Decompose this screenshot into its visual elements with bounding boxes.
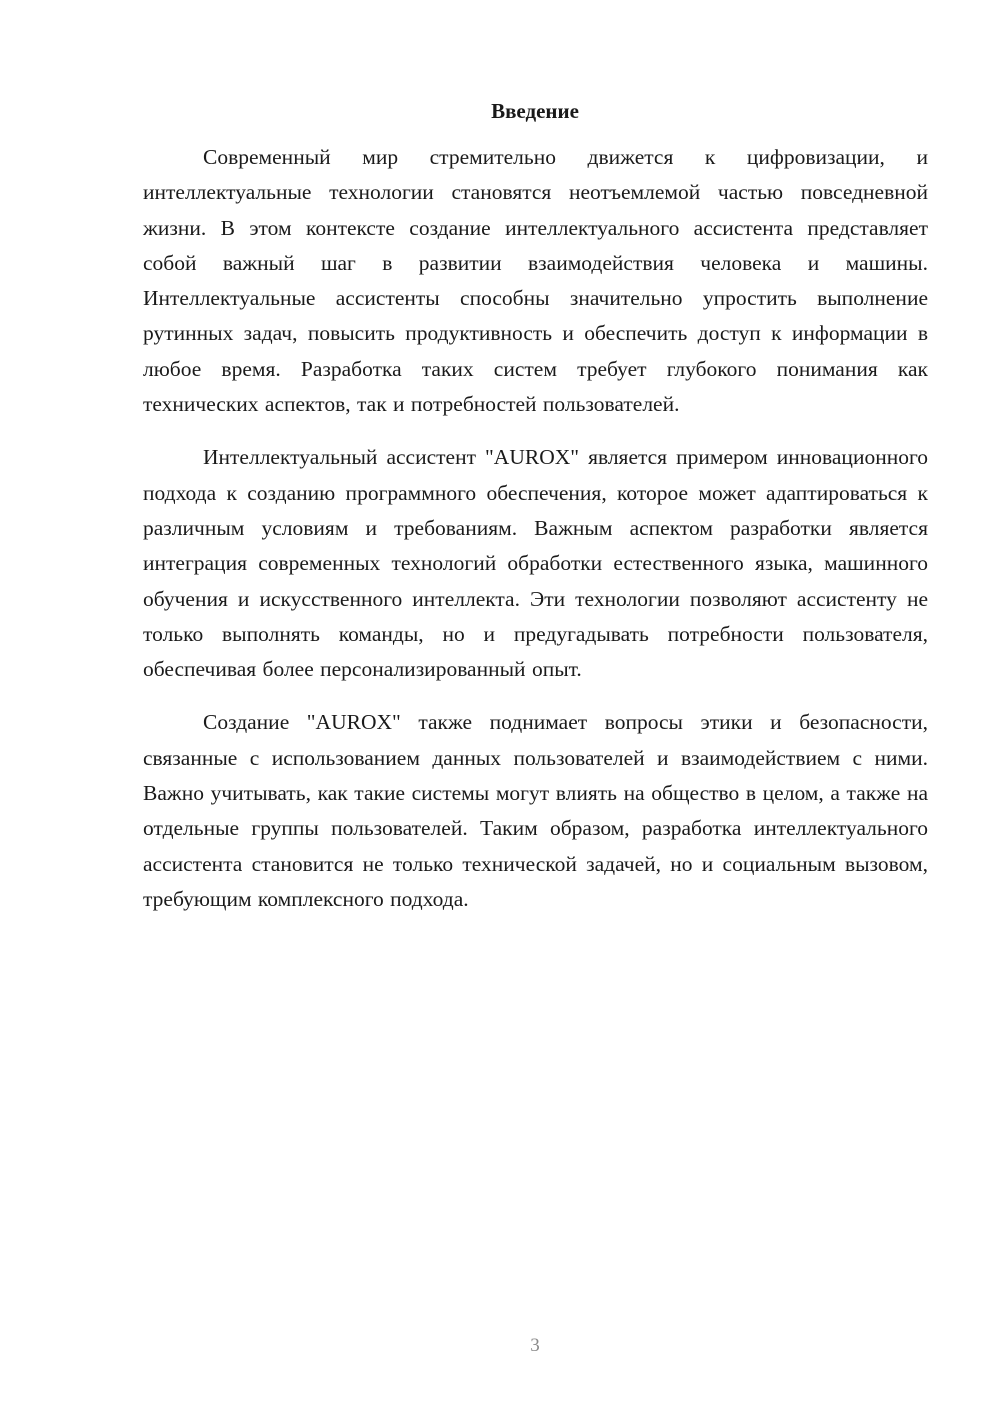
body-text bbox=[143, 140, 928, 935]
section-title: Введение bbox=[491, 99, 579, 123]
paragraph-1: Современный мир стремительно движется к цифровизации, и интеллектуальные технологии становятся неотъемлемой частью повседневной жизни. В этом контексте создание интеллектуального ассистента представляет собой важный шаг в развитии взаимодействия человека и машины. Интеллектуальные ассистенты способны значительно упростить выполнение рутинных задач, повысить продуктивность и обеспечить доступ к информации в любое время. Разработка таких систем требует глубокого понимания как технических аспектов, так и потребностей пользователей. bbox=[143, 145, 928, 417]
page-number: 3 bbox=[530, 1335, 540, 1356]
paragraph-2: Интеллектуальный ассистент "AUROX" является примером инновационного подхода к созданию программного обеспечения, которое может адаптироваться к различным условиям и требованиям. Важным аспектом разработки является интеграция современных технологий обработки естественного языка, машинного обучения и искусственного интеллекта. Эти технологии позволяют ассистенту не только выполнять команды, но и предугадывать потребности пользователя, обеспечивая более персонализированный опыт. bbox=[143, 445, 928, 682]
paragraph-3: Создание "AUROX" также поднимает вопросы этики и безопасности, связанные с использованием данных пользователей и взаимодействием с ними. Важно учитывать, как такие системы могут влиять на общество в целом, а также на отдельные группы пользователей. Таким образом, разработка интеллектуального ассистента становится не только технической задачей, но и социальным вызовом, требующим комплексного подхода. bbox=[143, 710, 928, 911]
